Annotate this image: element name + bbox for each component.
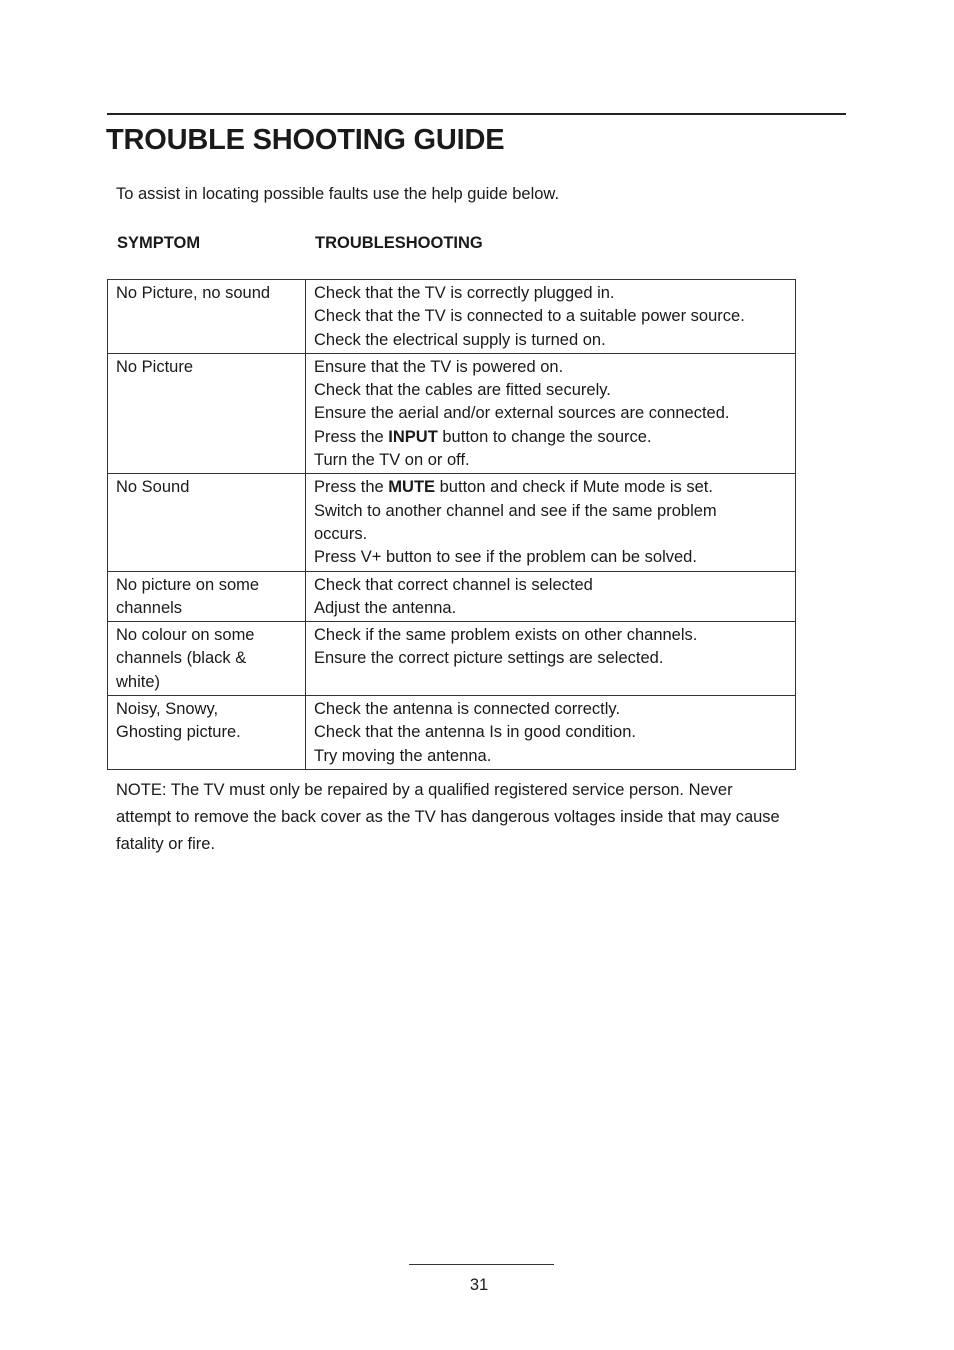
line-text: Press the bbox=[314, 427, 389, 446]
top-divider bbox=[107, 113, 846, 115]
line-text: Press V+ button to see if the problem can be solved. bbox=[314, 548, 697, 567]
troubleshooting-line bbox=[314, 476, 787, 499]
troubleshooting-line bbox=[314, 426, 787, 449]
line-text: Turn the TV on or off. bbox=[314, 451, 470, 470]
button-name: MUTE bbox=[388, 478, 436, 497]
troubleshooting-line bbox=[314, 282, 787, 305]
symptom-text: No Picture, no sound bbox=[116, 284, 271, 302]
line-text: Check that the TV is correctly plugged in. bbox=[314, 284, 615, 302]
symptom-cell bbox=[108, 474, 306, 571]
troubleshooting-table bbox=[107, 279, 796, 770]
troubleshooting-line bbox=[314, 523, 787, 546]
line-text: Ensure that the TV is powered on. bbox=[314, 357, 564, 376]
troubleshooting-line bbox=[314, 449, 787, 472]
intro-text: To assist in locating possible faults use the help guide below. bbox=[116, 185, 560, 203]
symptom-cell bbox=[108, 280, 306, 354]
troubleshooting-line bbox=[314, 745, 787, 768]
line-text: Check that the cables are fitted securely. bbox=[314, 381, 611, 400]
symptom-cell bbox=[108, 353, 306, 473]
troubleshooting-line bbox=[314, 624, 787, 647]
troubleshooting-line bbox=[314, 379, 787, 402]
line-text: Ensure the correct picture settings are selected. bbox=[314, 649, 664, 668]
note-line: attempt to remove the back cover as the TV has dangerous voltages inside that may cause bbox=[116, 808, 780, 826]
symptom-text: Ghosting picture. bbox=[116, 723, 241, 742]
line-text: Check the antenna is connected correctly. bbox=[314, 700, 621, 719]
note-line: NOTE: The TV must only be repaired by a qualified registered service person. Never bbox=[116, 781, 733, 799]
table-row bbox=[108, 696, 796, 770]
troubleshooting-line bbox=[314, 698, 787, 721]
line-text: Check the electrical supply is turned on. bbox=[314, 330, 606, 349]
symptom-text: white) bbox=[116, 672, 161, 691]
line-text: Check that the TV is connected to a suitable power source. bbox=[314, 307, 745, 326]
symptom-column-header: SYMPTOM bbox=[117, 234, 201, 252]
symptom-text: channels (black & bbox=[116, 649, 247, 668]
footer-divider bbox=[409, 1264, 554, 1265]
table-row bbox=[108, 353, 796, 473]
troubleshooting-line bbox=[314, 597, 787, 620]
troubleshooting-line bbox=[314, 329, 787, 352]
symptom-text: Noisy, Snowy, bbox=[116, 700, 219, 719]
troubleshooting-cell bbox=[306, 622, 796, 696]
symptom-cell bbox=[108, 696, 306, 770]
line-text: Check that correct channel is selected bbox=[314, 575, 593, 594]
troubleshooting-cell bbox=[306, 280, 796, 354]
troubleshooting-column-header: TROUBLESHOOTING bbox=[315, 234, 483, 252]
line-text: Adjust the antenna. bbox=[314, 598, 457, 617]
line-text: occurs. bbox=[314, 524, 368, 543]
line-text: Switch to another channel and see if the same problem bbox=[314, 501, 717, 520]
symptom-cell bbox=[108, 622, 306, 696]
troubleshooting-cell bbox=[306, 696, 796, 770]
troubleshooting-cell bbox=[306, 571, 796, 622]
safety-note bbox=[116, 777, 836, 858]
symptom-text: channels bbox=[116, 598, 183, 617]
troubleshooting-cell bbox=[306, 474, 796, 571]
troubleshooting-line bbox=[314, 574, 787, 597]
line-text: Check if the same problem exists on other channels. bbox=[314, 626, 698, 645]
troubleshooting-line bbox=[314, 305, 787, 328]
line-text: button to change the source. bbox=[437, 427, 652, 446]
table-row bbox=[108, 474, 796, 571]
line-text: button and check if Mute mode is set. bbox=[435, 478, 713, 497]
table-row bbox=[108, 280, 796, 354]
troubleshooting-line bbox=[314, 546, 787, 569]
troubleshooting-line bbox=[314, 356, 787, 379]
troubleshooting-line bbox=[314, 500, 787, 523]
troubleshooting-line bbox=[314, 402, 787, 425]
symptom-text: No picture on some bbox=[116, 575, 260, 594]
button-name: INPUT bbox=[388, 427, 438, 446]
line-text: Press the bbox=[314, 478, 389, 497]
troubleshooting-line bbox=[314, 647, 787, 670]
symptom-text: No Sound bbox=[116, 478, 190, 497]
symptom-text: No colour on some bbox=[116, 626, 255, 645]
symptom-text: No Picture bbox=[116, 357, 194, 376]
troubleshooting-line bbox=[314, 721, 787, 744]
table-row bbox=[108, 571, 796, 622]
page-number: 31 bbox=[469, 1276, 489, 1294]
table-row bbox=[108, 622, 796, 696]
page-title: TROUBLE SHOOTING GUIDE bbox=[106, 124, 505, 156]
line-text: Ensure the aerial and/or external sources are connected. bbox=[314, 404, 730, 423]
note-line: fatality or fire. bbox=[116, 835, 216, 853]
symptom-cell bbox=[108, 571, 306, 622]
troubleshooting-cell bbox=[306, 353, 796, 473]
line-text: Try moving the antenna. bbox=[314, 746, 492, 765]
line-text: Check that the antenna Is in good condition. bbox=[314, 723, 636, 742]
